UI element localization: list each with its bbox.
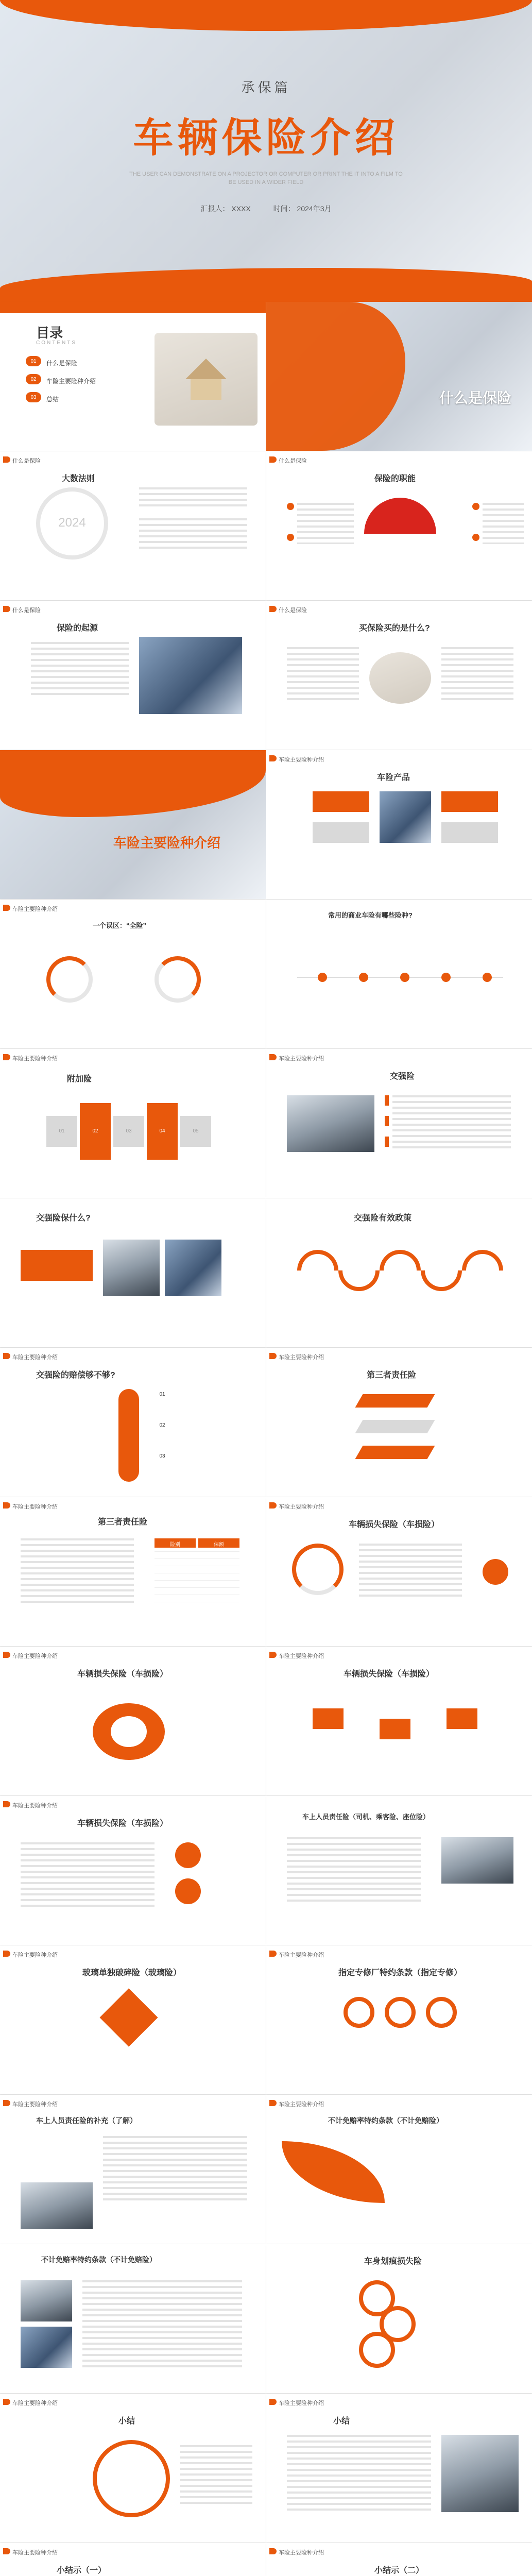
presenter-value: XXXX — [231, 205, 251, 213]
third-table-title: 第三者责任险 — [98, 1518, 148, 1527]
header-tag — [3, 2399, 10, 2405]
repair-title: 指定专修厂特约条款（指定专修） — [338, 1969, 462, 1977]
person-title: 车上人员责任险（司机、乘客险、座位险） — [302, 1813, 430, 1821]
addon-num-5: 05 — [193, 1128, 199, 1134]
header-tag — [3, 2100, 10, 2106]
what-photo-2 — [165, 1240, 221, 1296]
time-value: 2024年3月 — [297, 205, 332, 213]
nodeduct2-photo-2 — [21, 2327, 72, 2368]
header-label: 车险主要险种介绍 — [279, 2550, 324, 2556]
what-box — [21, 1250, 93, 1281]
header-tag — [3, 1054, 10, 1060]
time-label: 时间： — [273, 205, 295, 213]
coverage-node-4 — [441, 973, 451, 982]
addon-num-2: 02 — [92, 1128, 98, 1134]
slide-third-table — [0, 1497, 266, 1646]
cover-subtitle: 承保篇 — [241, 80, 291, 95]
slide-third — [266, 1348, 532, 1497]
damage3-block-1 — [313, 1708, 344, 1729]
house-body — [191, 379, 221, 400]
duty-dot-2 — [287, 534, 294, 541]
header-label: 车险主要险种介绍 — [279, 2102, 324, 2108]
section1-slide — [266, 302, 532, 451]
header-tag — [269, 2399, 277, 2405]
duty-dot-3 — [472, 503, 479, 510]
slide-glass — [0, 1945, 266, 2094]
header-label: 车险主要险种介绍 — [12, 1056, 58, 1062]
compulsory-title: 交强险 — [390, 1072, 415, 1081]
slide-damage4 — [0, 1796, 266, 1945]
header-tag — [3, 905, 10, 911]
header-tag — [3, 1353, 10, 1359]
buy-title: 买保险买的是什么? — [359, 624, 430, 633]
nodeduct2-photo-1 — [21, 2280, 72, 2321]
nodeduct2-title: 不计免赔率特约条款（不计免赔险） — [41, 2256, 157, 2264]
header-label: 车险主要险种介绍 — [279, 1952, 324, 1958]
theft-title: 车身划痕损失险 — [364, 2257, 422, 2266]
slide-nodeduct2 — [0, 2244, 266, 2393]
slide-theft — [266, 2244, 532, 2393]
law-year: 2024 — [58, 516, 86, 530]
deal-num-2: 02 — [159, 1422, 165, 1428]
slide-what — [0, 1198, 266, 1347]
toc-item-1: 什么是保险 — [46, 360, 78, 367]
addon-num-1: 01 — [59, 1128, 65, 1134]
cover-title: 车辆保险介绍 — [133, 115, 399, 160]
header-label: 车险主要险种介绍 — [12, 2550, 58, 2556]
coverage-sub: 常用的商业车险有哪些险种? — [328, 911, 413, 919]
header-label: 车险主要险种介绍 — [279, 1504, 324, 1510]
product-title: 车险产品 — [377, 773, 410, 782]
slide-brief3 — [0, 2543, 266, 2576]
section1-title: 什么是保险 — [439, 390, 511, 406]
duty-dot-4 — [472, 534, 479, 541]
origin-title: 保险的起源 — [57, 624, 98, 633]
repair-ring-1 — [344, 1997, 374, 2028]
slide-duty — [266, 451, 532, 600]
repair-ring-3 — [426, 1997, 457, 2028]
slide-brief4 — [266, 2543, 532, 2576]
what-photo-1 — [103, 1240, 160, 1296]
third-layer-2 — [355, 1420, 435, 1433]
product-block-1 — [313, 791, 369, 812]
toc-subtitle: CONTENTS — [36, 340, 77, 346]
slide-nodeduct — [266, 2095, 532, 2244]
damage-text — [359, 1544, 462, 1600]
product-photo — [380, 791, 431, 843]
header-label: 车险主要险种介绍 — [12, 1653, 58, 1659]
header-tag — [3, 1502, 10, 1509]
cover-slide — [0, 0, 532, 302]
brief3-title: 小结示（一） — [57, 2566, 107, 2575]
header-tag — [3, 606, 10, 612]
header-label: 什么是保险 — [279, 458, 307, 464]
person2-photo — [21, 2182, 93, 2229]
header-tag — [269, 755, 277, 761]
slide-law — [0, 451, 266, 600]
slide-damage3 — [266, 1647, 532, 1795]
toc-num-2-label: 02 — [30, 377, 37, 382]
slide-damage2 — [0, 1647, 266, 1795]
header-label: 什么是保险 — [279, 607, 307, 614]
buy-text-r — [441, 647, 513, 704]
damage2-hex-inner — [111, 1716, 147, 1747]
what-title: 交强险保什么? — [36, 1214, 91, 1223]
damage2-title: 车辆损失保险（车损险） — [77, 1670, 168, 1679]
header-tag — [3, 1801, 10, 1807]
coverage-ring-2 — [155, 956, 201, 1003]
third-table-h2: 保额 — [214, 1542, 224, 1548]
slide-product — [266, 750, 532, 899]
slide-deal — [0, 1348, 266, 1497]
theft-chain-3 — [359, 2332, 395, 2368]
deal-num-1: 01 — [159, 1392, 165, 1397]
nodeduct-title: 不计免赔率特约条款（不计免赔险） — [328, 2116, 443, 2125]
cover-presenter-row — [0, 204, 532, 214]
header-tag — [269, 1353, 277, 1359]
header-tag — [3, 2548, 10, 2554]
brief2-text — [287, 2435, 431, 2512]
header-tag — [3, 1951, 10, 1957]
duty-text — [297, 503, 354, 544]
header-tag — [269, 456, 277, 463]
slide-policy — [266, 1198, 532, 1347]
coverage-ring-1 — [46, 956, 93, 1003]
coverage-node-1 — [318, 973, 327, 982]
person-photo — [441, 1837, 513, 1884]
slide-person2 — [0, 2095, 266, 2244]
brief2-photo — [441, 2435, 519, 2512]
buy-text-l — [287, 647, 359, 704]
glass-title: 玻璃单独破碎险（玻璃险） — [82, 1969, 182, 1977]
law-text-2 — [139, 518, 247, 549]
header-label: 车险主要险种介绍 — [279, 1056, 324, 1062]
nodeduct2-text — [82, 2280, 242, 2368]
header-tag — [269, 1652, 277, 1658]
brief-text — [180, 2445, 252, 2507]
coverage-node-3 — [400, 973, 409, 982]
header-tag — [269, 1951, 277, 1957]
deal-arrow — [118, 1389, 139, 1482]
law-title: 大数法则 — [62, 474, 95, 483]
policy-wave-5 — [453, 1241, 511, 1299]
law-text-1 — [139, 487, 247, 508]
header-label: 什么是保险 — [12, 458, 41, 464]
third-layer-1 — [355, 1394, 435, 1408]
damage4-title: 车辆损失保险（车损险） — [77, 1819, 168, 1828]
buy-photo — [369, 652, 431, 704]
slide-coverage — [0, 900, 266, 1048]
deal-num-3: 03 — [159, 1453, 165, 1459]
brief-title: 小结 — [118, 2417, 135, 2426]
deal-title: 交强险的赔偿够不够? — [36, 1371, 115, 1380]
toc-num-3-label: 03 — [30, 395, 37, 400]
header-tag — [269, 1502, 277, 1509]
header-tag — [269, 2100, 277, 2106]
header-label: 车险主要险种介绍 — [279, 2400, 324, 2406]
presenter-label: 汇报人： — [200, 205, 230, 213]
header-label: 车险主要险种介绍 — [12, 1504, 58, 1510]
addon-num-3: 03 — [126, 1128, 132, 1134]
policy-title: 交强险有效政策 — [354, 1214, 412, 1223]
header-label: 车险主要险种介绍 — [279, 1354, 324, 1361]
toc-num-1-label: 01 — [30, 359, 37, 364]
compulsory-row-1 — [385, 1095, 389, 1106]
header-label: 车险主要险种介绍 — [12, 2400, 58, 2406]
coverage-title: 一个误区：“全险” — [93, 922, 147, 929]
header-tag — [269, 606, 277, 612]
header-label: 什么是保险 — [12, 607, 41, 614]
origin-text — [31, 642, 129, 699]
slide-repair — [266, 1945, 532, 2094]
cover-english: THE USER CAN DEMONSTRATE ON A PROJECTOR OR COMPUTER OR PRINT THE IT INTO A FILM TO BE USED IN A WIDER FIELD — [129, 171, 403, 185]
brief-ring — [93, 2440, 170, 2517]
header-tag — [3, 1652, 10, 1658]
house-icon — [185, 359, 227, 379]
toc-item-3: 总结 — [46, 396, 59, 403]
third-table-text — [21, 1538, 134, 1605]
slide-person — [266, 1796, 532, 1945]
damage4-icon-1 — [175, 1842, 201, 1868]
product-block-3 — [441, 791, 498, 812]
header-label: 车险主要险种介绍 — [12, 2102, 58, 2108]
damage3-block-2 — [380, 1719, 410, 1739]
coverage-node-2 — [359, 973, 368, 982]
section2-slide — [0, 750, 266, 899]
duty-dot-1 — [287, 503, 294, 510]
third-table-rows — [155, 1551, 239, 1608]
damage-title: 车辆损失保险（车损险） — [349, 1520, 440, 1529]
toc-item-2: 车险主要险种介绍 — [46, 378, 96, 385]
header-label: 车险主要险种介绍 — [279, 1653, 324, 1659]
header-tag — [3, 456, 10, 463]
header-label: 车险主要险种介绍 — [12, 1354, 58, 1361]
compulsory-text — [392, 1095, 511, 1152]
duty-text-r — [483, 503, 524, 544]
damage3-block-3 — [447, 1708, 477, 1729]
brief4-title: 小结示（二） — [374, 2566, 424, 2575]
header-label: 车险主要险种介绍 — [12, 1952, 58, 1958]
slide-brief2 — [266, 2394, 532, 2543]
brief2-title: 小结 — [333, 2417, 350, 2426]
repair-ring-2 — [385, 1997, 416, 2028]
glass-diamond — [99, 1988, 158, 2046]
damage-ring — [292, 1544, 344, 1595]
addon-num-4: 04 — [159, 1128, 165, 1134]
damage4-text — [21, 1842, 155, 1909]
third-table-h1: 险别 — [170, 1542, 180, 1548]
damage4-icon-2 — [175, 1878, 201, 1904]
header-label: 车险主要险种介绍 — [279, 757, 324, 763]
person2-title: 车上人员责任险的补充（了解） — [36, 2116, 137, 2125]
nodeduct-swoosh — [282, 2141, 385, 2203]
slide-origin — [0, 601, 266, 750]
umbrella-icon — [364, 498, 436, 534]
slide-compulsory — [266, 1049, 532, 1198]
product-block-2 — [313, 822, 369, 843]
person-text — [287, 1837, 421, 1904]
slide-coverage2 — [266, 900, 532, 1048]
duty-title: 保险的职能 — [374, 474, 416, 483]
coverage-node-5 — [483, 973, 492, 982]
slide-buy — [266, 601, 532, 750]
toc-title: 目录 — [36, 325, 63, 341]
addon-title: 附加险 — [67, 1075, 92, 1083]
header-label: 车险主要险种介绍 — [12, 906, 58, 912]
header-tag — [269, 2548, 277, 2554]
compulsory-row-3 — [385, 1137, 389, 1147]
slide-addon — [0, 1049, 266, 1198]
slide-brief — [0, 2394, 266, 2543]
header-label: 车险主要险种介绍 — [12, 1803, 58, 1809]
third-title: 第三者责任险 — [367, 1371, 417, 1380]
header-tag — [269, 1054, 277, 1060]
damage3-title: 车辆损失保险（车损险） — [344, 1670, 435, 1679]
section2-title: 车险主要险种介绍 — [113, 835, 221, 851]
compulsory-row-2 — [385, 1116, 389, 1126]
toc-top-accent — [0, 302, 266, 313]
compulsory-photo — [287, 1095, 374, 1152]
origin-photo — [139, 637, 242, 714]
third-layer-3 — [355, 1446, 435, 1459]
product-block-4 — [441, 822, 498, 843]
person2-text — [103, 2136, 247, 2203]
toc-slide — [0, 302, 266, 451]
slide-damage — [266, 1497, 532, 1646]
damage-dot — [483, 1559, 508, 1585]
